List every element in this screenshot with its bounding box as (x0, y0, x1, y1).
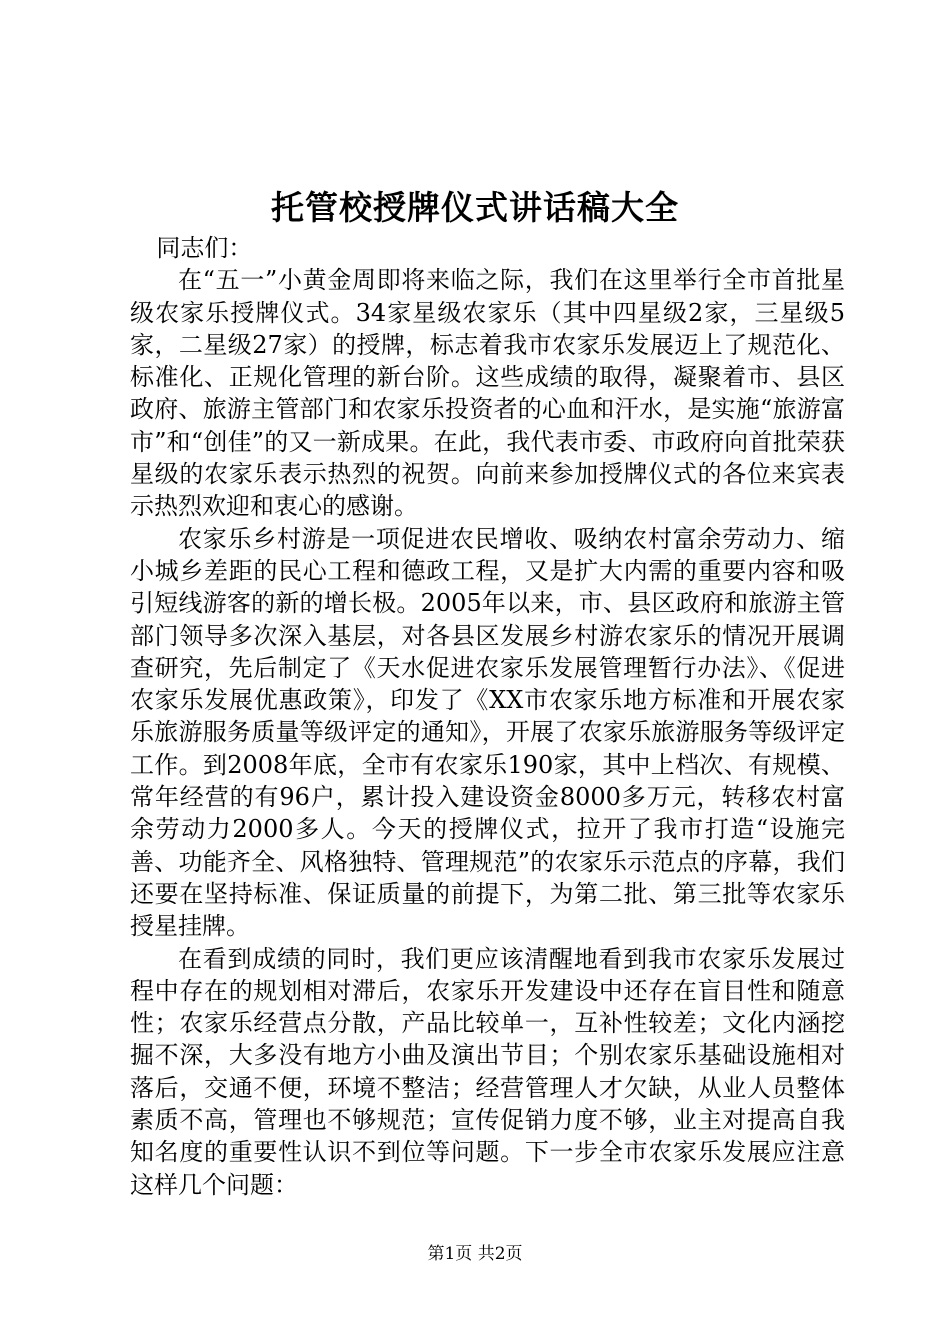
paragraph-2: 农家乐乡村游是一项促进农民增收、吸纳农村富余劳动力、缩小城乡差距的民心工程和德政工程，又是扩大内需的重要内容和吸引短线游客的新的增长极。2005年以来，市、县区政府和旅游主管部门领导多次深入基层，对各县区发展乡村游农家乐的情况开展调查研究，先后制定了《天水促进农家乐发展管理暂行办法》、《促进农家乐发展优惠政策》，印发了《XX市农家乐地方标准和开展农家乐旅游服务质量等级评定的通知》，开展了农家乐旅游服务等级评定工作。到2008年底，全市有农家乐190家，其中上档次、有规模、常年经营的有96户，累计投入建设资金8000多万元，转移农村富余劳动力2000多人。今天的授牌仪式，拉开了我市打造“设施完善、功能齐全、风格独特、管理规范”的农家乐示范点的序幕，我们还要在坚持标准、保证质量的前提下，为第二批、第三批等农家乐授星挂牌。 (130, 524, 845, 941)
document-title: 托管校授牌仪式讲话稿大全 (271, 188, 679, 227)
page-number-footer: 第1页 共2页 (427, 1244, 523, 1264)
document-body (130, 232, 845, 1201)
paragraph-1: 在“五一”小黄金周即将来临之际，我们在这里举行全市首批星级农家乐授牌仪式。34家星级农家乐（其中四星级2家，三星级5家，二星级27家）的授牌，标志着我市农家乐发展迈上了规范化、标准化、正规化管理的新台阶。这些成绩的取得，凝聚着市、县区政府、旅游主管部门和农家乐投资者的心血和汗水，是实施“旅游富市”和“创佳”的又一新成果。在此，我代表市委、市政府向首批荣获星级的农家乐表示热烈的祝贺。向前来参加授牌仪式的各位来宾表示热烈欢迎和衷心的感谢。 (130, 266, 845, 521)
paragraph-3: 在看到成绩的同时，我们更应该清醒地看到我市农家乐发展过程中存在的规划相对滞后，农家乐开发建设中还存在盲目性和随意性；农家乐经营点分散，产品比较单一，互补性较差；文化内涵挖掘不深，大多没有地方小曲及演出节目；个别农家乐基础设施相对落后，交通不便，环境不整洁；经营管理人才欠缺，从业人员整体素质不高，管理也不够规范；宣传促销力度不够，业主对提高自我知名度的重要性认识不到位等问题。下一步全市农家乐发展应注意这样几个问题： (130, 944, 845, 1199)
salutation: 同志们： (156, 234, 253, 262)
